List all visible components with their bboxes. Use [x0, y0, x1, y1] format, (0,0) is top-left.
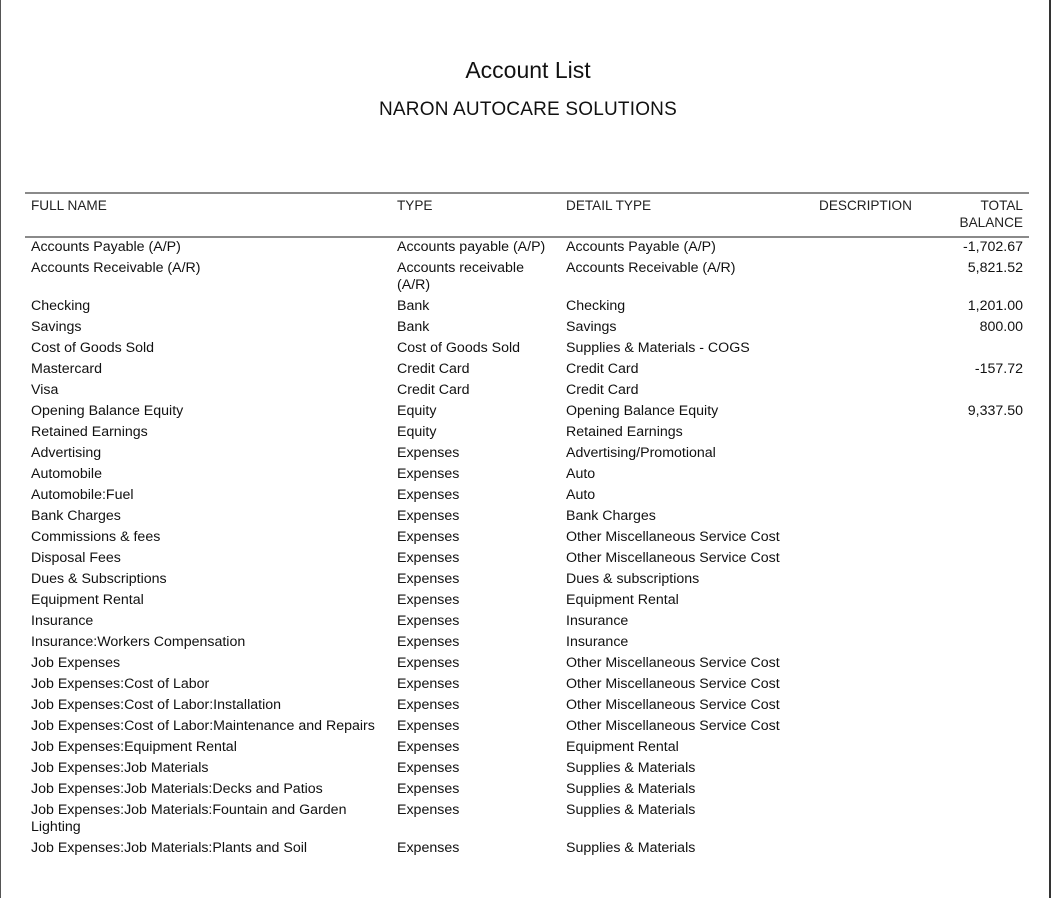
cell-full-name: Automobile:Fuel: [31, 487, 134, 503]
cell-full-name: Insurance: [31, 613, 94, 629]
cell-description: [813, 443, 933, 464]
cell-description: [813, 548, 933, 569]
cell-detail-type: Credit Card: [566, 361, 639, 377]
cell-total-balance: [933, 758, 1029, 779]
table-row: [25, 443, 1029, 464]
cell-type: Cost of Goods Sold: [397, 340, 521, 356]
cell-full-name: Commissions & fees: [31, 529, 161, 545]
cell-full-name: Job Expenses:Cost of Labor: [31, 676, 210, 692]
cell-total-balance: [933, 590, 1029, 611]
account-list-table: [25, 192, 1029, 859]
cell-type: Equity: [397, 424, 437, 440]
cell-total-balance: -157.72: [974, 361, 1023, 377]
cell-full-name: Opening Balance Equity: [31, 403, 184, 419]
cell-total-balance: [933, 695, 1029, 716]
cell-full-name: Job Expenses:Job Materials: [31, 760, 209, 776]
cell-detail-type: Bank Charges: [566, 508, 656, 524]
column-header-total-balance: TOTAL BALANCE: [933, 193, 1029, 237]
cell-detail-type: Auto: [566, 466, 596, 482]
cell-detail-type: Equipment Rental: [566, 739, 679, 755]
cell-full-name: Automobile: [31, 466, 102, 482]
cell-description: [813, 716, 933, 737]
cell-description: [813, 695, 933, 716]
cell-total-balance: [933, 737, 1029, 758]
cell-description: [813, 838, 933, 859]
cell-full-name: Accounts Receivable (A/R): [31, 260, 201, 276]
table-row: [25, 716, 1029, 737]
cell-total-balance: [933, 838, 1029, 859]
cell-detail-type: Credit Card: [566, 382, 639, 398]
table-header-row: [25, 193, 1029, 237]
cell-total-balance: 5,821.52: [967, 260, 1023, 276]
cell-full-name: Visa: [31, 382, 59, 398]
cell-type: Credit Card: [397, 382, 470, 398]
table-row: [25, 779, 1029, 800]
cell-type: Expenses: [397, 592, 460, 608]
cell-detail-type: Supplies & Materials - COGS: [566, 340, 750, 356]
cell-full-name: Equipment Rental: [31, 592, 144, 608]
cell-total-balance: [933, 464, 1029, 485]
table-row: [25, 758, 1029, 779]
table-row: [25, 359, 1029, 380]
cell-total-balance: [933, 716, 1029, 737]
cell-type: Expenses: [397, 508, 460, 524]
cell-detail-type: Other Miscellaneous Service Cost: [566, 697, 780, 713]
cell-type: Expenses: [397, 697, 460, 713]
cell-detail-type: Dues & subscriptions: [566, 571, 700, 587]
cell-full-name: Job Expenses:Job Materials:Decks and Patios: [31, 781, 323, 797]
cell-total-balance: 9,337.50: [967, 403, 1023, 419]
table-row: [25, 485, 1029, 506]
cell-total-balance: [933, 506, 1029, 527]
cell-full-name: Job Expenses:Equipment Rental: [31, 739, 237, 755]
cell-full-name: Savings: [31, 319, 82, 335]
report-title: Account List: [465, 57, 591, 83]
table-row: [25, 317, 1029, 338]
column-header-full-name: FULL NAME: [25, 193, 391, 237]
table-row: [25, 838, 1029, 859]
cell-type: Accounts payable (A/P): [397, 239, 546, 255]
table-row: [25, 237, 1029, 258]
table-row: [25, 527, 1029, 548]
cell-detail-type: Insurance: [566, 634, 629, 650]
cell-type: Equity: [397, 403, 437, 419]
cell-detail-type: Accounts Receivable (A/R): [566, 260, 736, 276]
cell-type: Expenses: [397, 571, 460, 587]
table-row: [25, 258, 1029, 296]
table-row: [25, 464, 1029, 485]
cell-total-balance: -1,702.67: [963, 239, 1023, 255]
cell-type: Expenses: [397, 634, 460, 650]
cell-full-name: Disposal Fees: [31, 550, 121, 566]
cell-full-name: Accounts Payable (A/P): [31, 239, 181, 255]
table-row: [25, 800, 1029, 838]
cell-total-balance: [933, 800, 1029, 838]
cell-total-balance: [933, 779, 1029, 800]
cell-detail-type: Equipment Rental: [566, 592, 679, 608]
cell-description: [813, 674, 933, 695]
cell-type: Bank: [397, 319, 430, 335]
cell-description: [813, 653, 933, 674]
table-row: [25, 296, 1029, 317]
cell-description: [813, 237, 933, 258]
cell-type: Expenses: [397, 676, 460, 692]
table-body: [25, 237, 1029, 859]
table-row: [25, 611, 1029, 632]
cell-detail-type: Retained Earnings: [566, 424, 683, 440]
cell-total-balance: [933, 569, 1029, 590]
table-row: [25, 506, 1029, 527]
table-row: [25, 380, 1029, 401]
cell-detail-type: Advertising/Promotional: [566, 445, 716, 461]
cell-description: [813, 506, 933, 527]
cell-type: Expenses: [397, 487, 460, 503]
cell-type: Expenses: [397, 550, 460, 566]
cell-type: Expenses: [397, 613, 460, 629]
cell-full-name: Retained Earnings: [31, 424, 148, 440]
cell-description: [813, 401, 933, 422]
cell-total-balance: [933, 674, 1029, 695]
table-row: [25, 338, 1029, 359]
cell-detail-type: Savings: [566, 319, 617, 335]
cell-detail-type: Supplies & Materials: [566, 760, 696, 776]
cell-type: Expenses: [397, 445, 460, 461]
cell-total-balance: [933, 485, 1029, 506]
cell-detail-type: Checking: [566, 298, 626, 314]
cell-type: Expenses: [397, 529, 460, 545]
cell-type: Expenses: [397, 781, 460, 797]
cell-description: [813, 527, 933, 548]
cell-detail-type: Other Miscellaneous Service Cost: [566, 676, 780, 692]
cell-detail-type: Supplies & Materials: [566, 840, 696, 856]
cell-total-balance: [933, 422, 1029, 443]
cell-type: Expenses: [397, 718, 460, 734]
cell-description: [813, 317, 933, 338]
cell-total-balance: [933, 380, 1029, 401]
table-row: [25, 548, 1029, 569]
table-row: [25, 737, 1029, 758]
cell-full-name: Job Expenses:Cost of Labor:Maintenance and Repairs: [31, 718, 375, 734]
cell-total-balance: [933, 611, 1029, 632]
table-row: [25, 653, 1029, 674]
cell-full-name: Job Expenses: [31, 655, 121, 671]
cell-description: [813, 569, 933, 590]
cell-description: [813, 590, 933, 611]
cell-description: [813, 611, 933, 632]
cell-total-balance: 800.00: [979, 319, 1023, 335]
cell-full-name: Dues & Subscriptions: [31, 571, 167, 587]
cell-detail-type: Insurance: [566, 613, 629, 629]
cell-full-name: Insurance:Workers Compensation: [31, 634, 246, 650]
cell-description: [813, 485, 933, 506]
cell-detail-type: Other Miscellaneous Service Cost: [566, 550, 780, 566]
cell-full-name: Cost of Goods Sold: [31, 340, 155, 356]
cell-detail-type: Supplies & Materials: [566, 781, 696, 797]
cell-description: [813, 258, 933, 296]
cell-description: [813, 758, 933, 779]
cell-description: [813, 800, 933, 838]
cell-type: Expenses: [397, 466, 460, 482]
cell-full-name: Job Expenses:Cost of Labor:Installation: [31, 697, 282, 713]
cell-description: [813, 464, 933, 485]
cell-total-balance: [933, 443, 1029, 464]
cell-detail-type: Other Miscellaneous Service Cost: [566, 529, 780, 545]
cell-total-balance: [933, 527, 1029, 548]
cell-type: Expenses: [397, 840, 460, 856]
table-row: [25, 401, 1029, 422]
cell-detail-type: Auto: [566, 487, 596, 503]
cell-detail-type: Opening Balance Equity: [566, 403, 719, 419]
cell-detail-type: Other Miscellaneous Service Cost: [566, 655, 780, 671]
cell-type: Expenses: [397, 655, 460, 671]
cell-description: [813, 632, 933, 653]
table-row: [25, 569, 1029, 590]
cell-total-balance: 1,201.00: [967, 298, 1023, 314]
column-header-type: TYPE: [391, 193, 560, 237]
cell-total-balance: [933, 653, 1029, 674]
table-row: [25, 422, 1029, 443]
table-row: [25, 632, 1029, 653]
cell-full-name: Bank Charges: [31, 508, 121, 524]
cell-description: [813, 422, 933, 443]
cell-full-name: Job Expenses:Job Materials:Plants and Soil: [31, 840, 308, 856]
cell-full-name: Job Expenses:Job Materials:Fountain and Garden Lighting: [31, 802, 347, 835]
cell-type: Accounts receivable (A/R): [397, 260, 524, 293]
cell-description: [813, 296, 933, 317]
cell-total-balance: [933, 632, 1029, 653]
cell-description: [813, 338, 933, 359]
cell-type: Expenses: [397, 802, 460, 818]
cell-full-name: Mastercard: [31, 361, 102, 377]
cell-type: Bank: [397, 298, 430, 314]
cell-type: Credit Card: [397, 361, 470, 377]
cell-detail-type: Accounts Payable (A/P): [566, 239, 716, 255]
table-row: [25, 590, 1029, 611]
cell-full-name: Checking: [31, 298, 91, 314]
cell-total-balance: [933, 548, 1029, 569]
cell-detail-type: Other Miscellaneous Service Cost: [566, 718, 780, 734]
cell-type: Expenses: [397, 760, 460, 776]
cell-full-name: Advertising: [31, 445, 102, 461]
table-row: [25, 674, 1029, 695]
cell-description: [813, 779, 933, 800]
table-row: [25, 695, 1029, 716]
company-name: NARON AUTOCARE SOLUTIONS: [379, 99, 677, 120]
cell-type: Expenses: [397, 739, 460, 755]
column-header-description: DESCRIPTION: [813, 193, 933, 237]
cell-total-balance: [933, 338, 1029, 359]
column-header-detail-type: DETAIL TYPE: [560, 193, 813, 237]
cell-description: [813, 737, 933, 758]
cell-detail-type: Supplies & Materials: [566, 802, 696, 818]
cell-description: [813, 359, 933, 380]
cell-description: [813, 380, 933, 401]
